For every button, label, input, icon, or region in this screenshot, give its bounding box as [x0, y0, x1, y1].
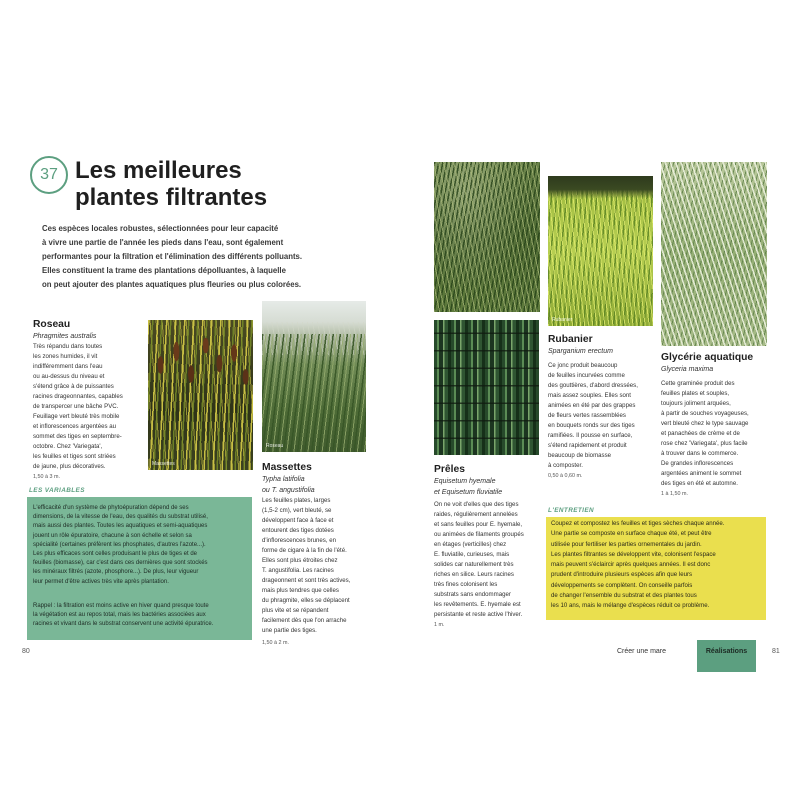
description-line: de jaune, plus décoratives. [33, 463, 106, 470]
description-line: riches en silice. Leurs racines [434, 571, 514, 578]
plant-description [661, 379, 753, 489]
plant-latin-name [262, 474, 350, 496]
plant-height: 1 m. [434, 622, 445, 628]
photo-glycerie [661, 162, 767, 346]
description-line: de fleurs vertes rassemblées [548, 412, 626, 419]
plant-latin-name [661, 364, 753, 375]
description-line: On ne voit d'elles que des tiges [434, 501, 519, 508]
description-line: indifféremment dans l'eau [33, 363, 103, 370]
description-line: feuilles plates et souples, [661, 390, 730, 397]
description-line: argentées animent le sommet [661, 470, 742, 477]
description-line: des gouttières, d'abord dressées, [548, 382, 638, 389]
box-line: utilisée pour fertiliser les parties ornementales du jardin. [551, 540, 702, 548]
latin-line: Typha latifolia [262, 476, 305, 483]
description-line: toujours joliment arquées, [661, 400, 731, 407]
description-line: d'inflorescences brunes, en [262, 537, 336, 544]
intro-line: Elles constituent la trame des plantations dépolluantes, à laquelle [42, 266, 286, 275]
description-line: très fines colonisent les [434, 581, 498, 588]
box-line: de changer l'ensemble du substrat et des plantes tous [551, 592, 697, 600]
description-line: De grandes inflorescences [661, 460, 734, 467]
box-line: L'efficacité d'un système de phytoépuration dépend de ses [33, 505, 189, 511]
description-line: solides car naturellement très [434, 561, 514, 568]
plant-massettes [262, 461, 350, 648]
description-line: animées en été par des grappes [548, 402, 636, 409]
box-line: les 10 ans, mais le mélange d'espèces réduit ce problème. [551, 602, 710, 610]
description-line: à partir de souches voyageuses, [661, 410, 749, 417]
plant-height: 1,50 à 3 m. [33, 474, 60, 480]
description-line: ramifiées. Il pousse en surface, [548, 432, 633, 439]
description-line: substrats sans endommager [434, 591, 511, 598]
plant-name: Massettes [262, 462, 312, 473]
box-line: feuilles (biomasse), car c'est dans ces dernières que sont stockés [33, 560, 208, 567]
page-title [75, 157, 267, 211]
variables-box [27, 497, 252, 640]
description-line: à trouver dans le commerce. [661, 450, 739, 457]
entretien-label: L'ENTRETIEN [548, 507, 595, 514]
description-line: Très répandu dans toutes [33, 343, 103, 350]
box-line: Coupez et compostez les feuilles et tiges sèches chaque année. [551, 520, 725, 527]
photo-roseau [262, 301, 366, 452]
description-line: à composter. [548, 462, 583, 469]
footer-section-title: Créer une mare [617, 648, 667, 655]
description-line: développent face à face et [262, 517, 334, 524]
description-line: ou au-dessus du niveau et [33, 373, 105, 380]
description-line: facilement dès que l'on arrache [262, 617, 347, 624]
box-line: développements se complètent. On conseille parfois [551, 581, 693, 589]
photo-caption: Rubanier [552, 317, 573, 323]
description-line: en étages (verticilles) chez [434, 541, 507, 548]
plant-description [262, 496, 350, 636]
title-line: Les meilleures [75, 157, 242, 184]
plant-preles [434, 463, 524, 630]
plant-rubanier [548, 333, 638, 481]
description-line: les feuilles et tiges sont striées [33, 453, 116, 460]
box-line: mais aussi des plantes. Toutes les aquatiques et semi-aquatiques [33, 523, 208, 530]
latin-line: Equisetum hyemale [434, 478, 496, 485]
box-line: Rappel : la filtration est moins active en hiver quand presque toute [33, 602, 209, 609]
photo-preles [434, 320, 539, 455]
plant-height: 1 à 1,50 m. [661, 491, 688, 497]
chapter-number: 37 [40, 166, 58, 183]
plant-description [548, 361, 638, 471]
description-line: drageonnent et sont très actives, [262, 577, 351, 584]
description-line: et panachées de crème et de [661, 430, 740, 437]
box-line: Une partie se composte en surface chaque été, et peut être [551, 530, 712, 538]
description-line: plus vite et se répandent [262, 607, 329, 614]
description-line: rose chez 'Variegata', plus facile [661, 440, 748, 447]
title-line: plantes filtrantes [75, 184, 268, 211]
photo-grass [434, 162, 540, 312]
entretien-paragraph [551, 519, 766, 612]
photo-caption: Roseau [266, 443, 284, 449]
plant-description [434, 500, 524, 620]
description-line: de transpercer une bâche PVC. [33, 403, 119, 410]
description-line: s'étend rapidement et produit [548, 442, 627, 449]
box-line: jouent un rôle épuratoire, chacune à son échelle et selon sa [33, 532, 192, 539]
box-line: prudent d'introduire plusieurs espèces afin que leurs [551, 571, 693, 579]
box-line: Les plantes filtrantes se développent vite, colonisent l'espace [551, 550, 716, 558]
box-line: mais peuvent s'éclaircir après quelques années. Il est donc [551, 561, 711, 569]
intro-paragraph [42, 222, 302, 292]
plant-description [33, 342, 123, 472]
description-line: une partie des tiges. [262, 627, 317, 634]
description-line: et inflorescences argentées au [33, 423, 116, 430]
description-line: vert bleuté chez le type sauvage [661, 420, 749, 427]
description-line: les revêtements. E. hyemale est [434, 601, 521, 608]
description-line: Elles sont plus étroites chez [262, 557, 338, 564]
description-line: Feuillage vert bleuté très mobile [33, 413, 120, 420]
plant-latin-name [33, 331, 123, 342]
variables-label: LES VARIABLES [29, 487, 85, 494]
description-line: s'étend grâce à de puissantes [33, 383, 114, 390]
photo-rubanier [548, 176, 653, 326]
box-line: leur permet d'être actives très vite après plantation. [33, 578, 169, 585]
description-line: E. fluviatile, curieuses, mais [434, 551, 510, 558]
description-line: Cette graminée produit des [661, 380, 735, 387]
plant-name: Roseau [33, 319, 71, 330]
description-line: de feuilles incurvées comme [548, 372, 625, 379]
description-line: et sans feuilles pour E. hyemale, [434, 521, 523, 528]
photo-caption: Massettes [152, 461, 175, 467]
latin-line: Sparganium erectum [548, 348, 613, 355]
box-line: dimensions, de la vitesse de l'eau, des qualités du substrat utilisé, [33, 514, 208, 521]
plant-roseau [33, 318, 123, 482]
description-line: les zones humides, il vit [33, 353, 98, 360]
description-line: des tiges en été et automne. [661, 480, 738, 487]
photo-massettes [148, 320, 253, 470]
box-line: Les plus efficaces sont celles produisant le plus de tiges et de [33, 551, 197, 558]
right-page-number: 81 [772, 648, 780, 655]
plant-height: 0,50 à 0,60 m. [548, 473, 583, 479]
description-line: racines drageonnantes, capables [33, 393, 123, 400]
box-line: racines et vivant dans le substrat conservent une activité épuratrice. [33, 621, 214, 628]
intro-line: Ces espèces locales robustes, sélectionnées pour leur capacité [42, 224, 279, 233]
description-line: octobre. Chez 'Variegata', [33, 443, 103, 450]
box-line: spécialité (certaines préfèrent les phosphates, d'autres l'azote...). [33, 541, 206, 548]
description-line: Ce jonc produit beaucoup [548, 362, 618, 369]
description-line: en bouquets ronds sur des tiges [548, 422, 635, 429]
intro-line: performantes pour la filtration et l'élimination des différents polluants. [42, 252, 303, 261]
latin-line: ou T. angustifolia [262, 487, 315, 494]
latin-line: Phragmites australis [33, 333, 97, 340]
plant-name: Glycérie aquatique [661, 352, 754, 363]
entretien-box [546, 517, 766, 620]
description-line: beaucoup de biomasse [548, 452, 612, 459]
description-line: forme de cigare à la fin de l'été. [262, 547, 347, 554]
latin-line: Glyceria maxima [661, 366, 714, 373]
description-line: entourent des tiges dotées [262, 527, 334, 534]
description-line: Les feuilles plates, larges [262, 497, 331, 504]
latin-line: et Equisetum fluviatile [434, 489, 503, 496]
left-page-number: 80 [22, 648, 30, 655]
description-line: persistante et reste active l'hiver. [434, 611, 523, 618]
description-line: raides, régulièrement annelées [434, 511, 518, 518]
description-line: (1,5-2 cm), vert bleuté, se [262, 507, 332, 514]
description-line: T. angustifolia. Les racines [262, 567, 334, 574]
variables-reminder [33, 602, 252, 630]
plant-latin-name [548, 346, 638, 357]
description-line: ou animées de filaments groupés [434, 531, 524, 538]
box-line: les minéraux filtrés (azote, phosphore...). De plus, leur vigueur [33, 569, 199, 576]
description-line: du phragmite, elles se déplacent [262, 597, 350, 604]
description-line: sommet des tiges en septembre- [33, 433, 122, 440]
plant-latin-name [434, 476, 524, 498]
description-line: mais assez souples. Elles sont [548, 392, 631, 399]
intro-line: on peut ajouter des plantes aquatiques plus fleuries ou plus colorées. [42, 280, 302, 289]
chapter-number-badge [30, 156, 68, 194]
plant-name: Prêles [434, 464, 465, 475]
intro-line: à vivre une partie de l'année les pieds dans l'eau, sont également [42, 238, 284, 247]
plant-height: 1,50 à 2 m. [262, 640, 289, 646]
description-line: mais plus tendres que celles [262, 587, 339, 594]
box-line: la végétation est au repos total, mais les bactéries associées aux [33, 612, 206, 619]
plant-name: Rubanier [548, 334, 593, 345]
plant-glycerie [661, 351, 753, 499]
variables-paragraph [33, 504, 252, 587]
footer-category-tab: Réalisations [697, 640, 756, 672]
